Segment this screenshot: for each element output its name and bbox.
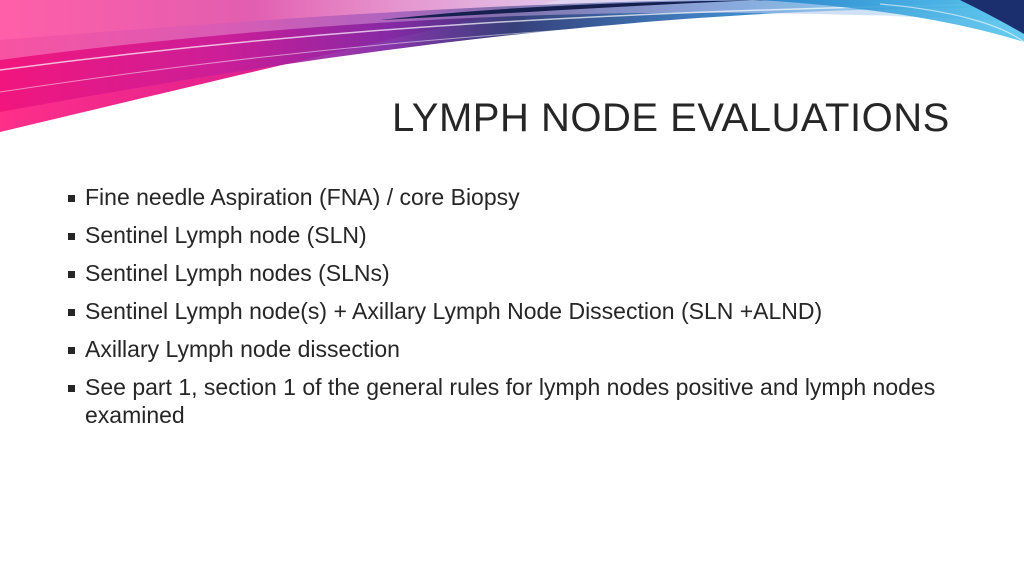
square-bullet-icon: [68, 195, 75, 202]
square-bullet-icon: [68, 309, 75, 316]
square-bullet-icon: [68, 233, 75, 240]
bullet-list: [64, 183, 964, 439]
bullet-text: Sentinel Lymph node (SLN): [85, 222, 367, 248]
slide-title: LYMPH NODE EVALUATIONS: [392, 96, 950, 140]
bullet-item-sln-alnd: [64, 297, 964, 325]
bullet-text: Sentinel Lymph nodes (SLNs): [85, 260, 390, 286]
square-bullet-icon: [68, 347, 75, 354]
bullet-text: Sentinel Lymph node(s) + Axillary Lymph Node Dissection (SLN +ALND): [85, 298, 823, 324]
bullet-text: Fine needle Aspiration (FNA) / core Biopsy: [85, 184, 520, 210]
bullet-item-sln: [64, 221, 964, 249]
bullet-item-slns: [64, 259, 964, 287]
bullet-item-general-rules: [64, 373, 964, 429]
bullet-text: See part 1, section 1 of the general rules for lymph nodes positive and lymph nodes examined: [85, 374, 936, 428]
square-bullet-icon: [68, 271, 75, 278]
square-bullet-icon: [68, 385, 75, 392]
bullet-text: Axillary Lymph node dissection: [85, 336, 400, 362]
bullet-item-fna: [64, 183, 964, 211]
bullet-item-alnd: [64, 335, 964, 363]
